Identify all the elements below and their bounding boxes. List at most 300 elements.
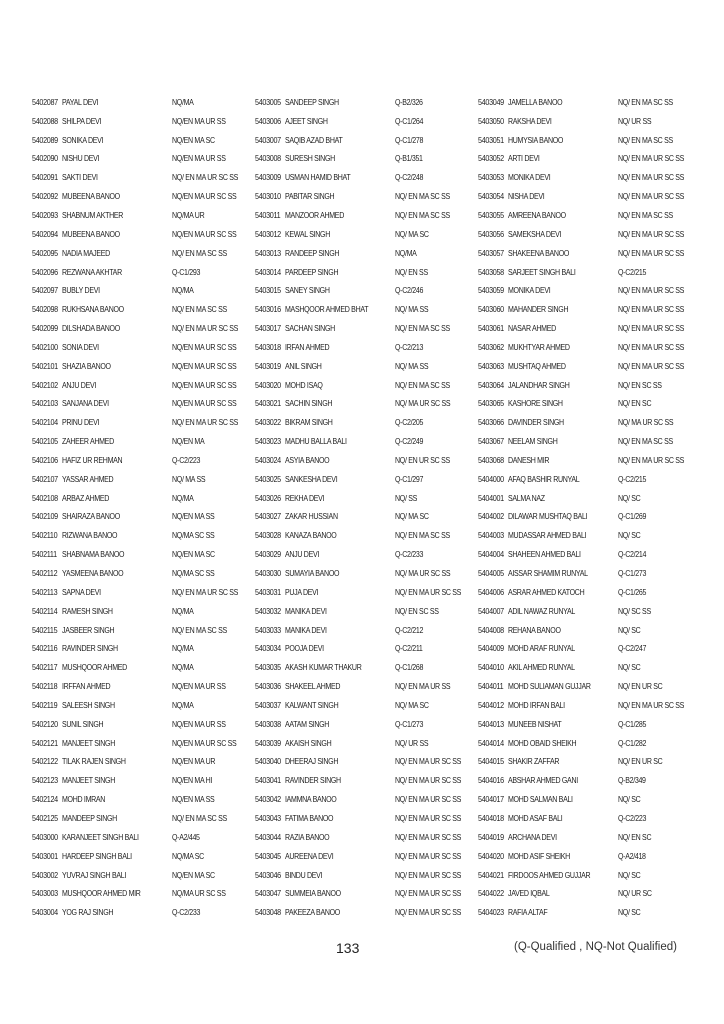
candidate-name: MOHD SALMAN BALI [508, 795, 573, 805]
roll-number: 5403041 [255, 776, 281, 786]
result-row [32, 281, 247, 300]
result-status: NQ/ MA UR SC SS [395, 399, 451, 409]
roll-number: 5403059 [478, 286, 504, 296]
candidate-name: NADIA MAJEED [62, 248, 110, 258]
roll-number: 5403030 [255, 569, 281, 579]
result-status: NQ/ MA SS [395, 305, 429, 315]
roll-number: 5403063 [478, 361, 504, 371]
candidate-name: SHILPA DEVI [62, 116, 102, 126]
result-row [255, 206, 470, 225]
result-row [255, 696, 470, 715]
candidate-name: PABITAR SINGH [285, 192, 335, 202]
result-row [255, 658, 470, 677]
result-status: NQ/ EN SC SS [395, 606, 439, 616]
roll-number: 5404017 [478, 795, 504, 805]
result-row [32, 847, 247, 866]
result-row [255, 357, 470, 376]
result-status: NQ/ EN MA UR SC SS [618, 305, 685, 315]
result-row [255, 828, 470, 847]
result-row [478, 319, 693, 338]
candidate-name: JAVED IQBAL [508, 889, 550, 899]
candidate-name: ASYIA BANOO [285, 455, 330, 465]
result-status: NQ/ MA SC [395, 700, 429, 710]
result-status: Q-C2/233 [172, 908, 201, 918]
candidate-name: MOHD ISAQ [285, 380, 323, 390]
result-status: NQ/ EN UR SC [618, 757, 663, 767]
candidate-name: MADHU BALLA BALI [285, 437, 347, 447]
roll-number: 5404013 [478, 719, 504, 729]
result-status: NQ/ EN MA UR SC SS [618, 248, 685, 258]
result-status: NQ/EN MA SS [172, 795, 215, 805]
candidate-name: SUNIL SINGH [62, 719, 104, 729]
candidate-name: YOG RAJ SINGH [62, 908, 114, 918]
roll-number: 5404009 [478, 644, 504, 654]
candidate-name: MUSHTAQ AHMED [508, 361, 566, 371]
result-row [32, 187, 247, 206]
roll-number: 5404010 [478, 663, 504, 673]
candidate-name: BINDU DEVI [285, 870, 323, 880]
result-row [32, 866, 247, 885]
roll-number: 5403013 [255, 248, 281, 258]
result-row [32, 225, 247, 244]
roll-number: 5404007 [478, 606, 504, 616]
result-status: Q-C1/269 [618, 512, 647, 522]
result-row [478, 168, 693, 187]
candidate-name: MASHQOOR AHMED BHAT [285, 305, 369, 315]
result-status: NQ/ EN MA SC SS [172, 305, 227, 315]
result-row [255, 168, 470, 187]
result-row [32, 508, 247, 527]
result-row [32, 771, 247, 790]
candidate-name: DILSHADA BANOO [62, 324, 120, 334]
candidate-name: ARBAZ AHMED [62, 493, 110, 503]
result-status: NQ/ EN UR SC SS [395, 455, 450, 465]
result-status: NQ/ EN SC [618, 399, 652, 409]
result-status: NQ/MA [172, 493, 194, 503]
candidate-name: MOHD IMRAN [62, 795, 106, 805]
roll-number: 5403010 [255, 192, 281, 202]
result-row [32, 357, 247, 376]
roll-number: 5402090 [32, 154, 58, 164]
candidate-name: JALANDHAR SINGH [508, 380, 570, 390]
result-row [478, 470, 693, 489]
candidate-name: AKASH KUMAR THAKUR [285, 663, 362, 673]
result-row [255, 187, 470, 206]
roll-number: 5402103 [32, 399, 58, 409]
result-status: NQ/ EN MA UR SC SS [618, 192, 685, 202]
candidate-name: ANJU DEVI [62, 380, 97, 390]
result-status: NQ/EN MA UR SC SS [172, 192, 237, 202]
roll-number: 5403011 [255, 210, 281, 220]
roll-number: 5403048 [255, 908, 281, 918]
roll-number: 5403029 [255, 550, 281, 560]
result-status: NQ/ EN MA SC SS [172, 813, 227, 823]
result-status: NQ/EN MA UR [172, 757, 216, 767]
candidate-name: MOHD ASAF BALI [508, 813, 563, 823]
candidate-name: ANIL SINGH [285, 361, 322, 371]
candidate-name: ARTI DEVI [508, 154, 540, 164]
candidate-name: PAYAL DEVI [62, 97, 99, 107]
candidate-name: USMAN HAMID BHAT [285, 173, 351, 183]
result-row [255, 526, 470, 545]
result-status: NQ/EN MA UR SC SS [172, 229, 237, 239]
result-status: NQ/ EN MA SC SS [618, 135, 673, 145]
result-status: NQ/ EN MA UR SC SS [395, 889, 462, 899]
result-row [478, 753, 693, 772]
roll-number: 5404016 [478, 776, 504, 786]
result-status: NQ/ UR SC [618, 889, 652, 899]
result-row [478, 583, 693, 602]
candidate-name: SANEY SINGH [285, 286, 330, 296]
result-status: NQ/ MA UR SC SS [618, 418, 674, 428]
candidate-name: REZWANA AKHTAR [62, 267, 122, 277]
roll-number: 5403043 [255, 813, 281, 823]
result-row [478, 734, 693, 753]
result-status: NQ/ EN MA SC SS [618, 97, 673, 107]
roll-number: 5403050 [478, 116, 504, 126]
roll-number: 5402110 [32, 531, 58, 541]
result-status: NQ/ EN MA UR SC SS [395, 587, 462, 597]
result-status: NQ/ EN MA UR SC SS [618, 361, 685, 371]
roll-number: 5403021 [255, 399, 281, 409]
candidate-name: MANJEET SINGH [62, 738, 115, 748]
candidate-name: KEWAL SINGH [285, 229, 330, 239]
candidate-name: MOHD ASIF SHEIKH [508, 851, 570, 861]
candidate-name: PAKEEZA BANOO [285, 908, 340, 918]
page-footer [0, 940, 724, 960]
candidate-name: YASSAR AHMED [62, 474, 114, 484]
candidate-name: SALMA NAZ [508, 493, 545, 503]
result-row [478, 300, 693, 319]
roll-number: 5403003 [32, 889, 58, 899]
roll-number: 5404004 [478, 550, 504, 560]
result-status: NQ/ EN MA UR SC SS [395, 832, 462, 842]
result-row [255, 583, 470, 602]
candidate-name: SAPNA DEVI [62, 587, 101, 597]
candidate-name: ZAHEER AHMED [62, 437, 114, 447]
result-status: NQ/MA UR [172, 210, 205, 220]
result-status: NQ/ SC [618, 795, 641, 805]
roll-number: 5402101 [32, 361, 58, 371]
result-row [255, 847, 470, 866]
result-row [255, 602, 470, 621]
result-status: NQ/EN MA SC [172, 135, 215, 145]
candidate-name: AKAISH SINGH [285, 738, 332, 748]
roll-number: 5403042 [255, 795, 281, 805]
roll-number: 5404001 [478, 493, 504, 503]
candidate-name: AKIL AHMED RUNYAL [508, 663, 575, 673]
result-status: NQ/EN MA SC [172, 870, 215, 880]
result-row [478, 225, 693, 244]
candidate-name: MUBEENA BANOO [62, 192, 120, 202]
result-status: NQ/ EN MA SC SS [395, 210, 450, 220]
result-row [255, 300, 470, 319]
candidate-name: HARDEEP SINGH BALI [62, 851, 132, 861]
result-status: Q-C1/282 [618, 738, 647, 748]
roll-number: 5403054 [478, 192, 504, 202]
candidate-name: SACHAN SINGH [285, 324, 335, 334]
roll-number: 5404002 [478, 512, 504, 522]
candidate-name: MUKHTYAR AHMED [508, 342, 570, 352]
result-status: NQ/ SC [618, 870, 641, 880]
roll-number: 5403023 [255, 437, 281, 447]
candidate-name: TILAK RAJEN SINGH [62, 757, 126, 767]
result-row [255, 263, 470, 282]
roll-number: 5403066 [478, 418, 504, 428]
candidate-name: KANAZA BANOO [285, 531, 337, 541]
result-status: NQ/MA [172, 606, 194, 616]
roll-number: 5403068 [478, 455, 504, 465]
candidate-name: MUBEENA BANOO [62, 229, 120, 239]
result-row [32, 489, 247, 508]
result-status: Q-C1/265 [618, 587, 647, 597]
result-row [255, 715, 470, 734]
result-status: Q-C1/297 [395, 474, 424, 484]
result-status: NQ/MA [172, 286, 194, 296]
candidate-name: RAMESH SINGH [62, 606, 113, 616]
roll-number: 5403009 [255, 173, 281, 183]
result-row [478, 545, 693, 564]
candidate-name: PRINU DEVI [62, 418, 100, 428]
result-row [255, 281, 470, 300]
result-row [478, 564, 693, 583]
result-row [478, 395, 693, 414]
result-row [255, 395, 470, 414]
roll-number: 5403026 [255, 493, 281, 503]
result-row [32, 376, 247, 395]
result-status: NQ/ EN MA UR SC SS [395, 795, 462, 805]
roll-number: 5404022 [478, 889, 504, 899]
result-row [255, 244, 470, 263]
roll-number: 5403024 [255, 455, 281, 465]
roll-number: 5403014 [255, 267, 281, 277]
candidate-name: SARJEET SINGH BALI [508, 267, 576, 277]
result-status: NQ/ UR SS [395, 738, 429, 748]
candidate-name: DILAWAR MUSHTAQ BALI [508, 512, 588, 522]
result-row [478, 771, 693, 790]
roll-number: 5402091 [32, 173, 58, 183]
result-status: Q-C2/212 [395, 625, 424, 635]
candidate-name: RANDEEP SINGH [285, 248, 340, 258]
result-status: NQ/EN MA SC [172, 550, 215, 560]
roll-number: 5403037 [255, 700, 281, 710]
candidate-name: SHAKIR ZAFFAR [508, 757, 560, 767]
result-row [32, 828, 247, 847]
roll-number: 5403055 [478, 210, 504, 220]
roll-number: 5403018 [255, 342, 281, 352]
result-row [478, 489, 693, 508]
result-row [255, 131, 470, 150]
result-status: Q-B2/326 [395, 97, 423, 107]
candidate-name: IAMMNA BANOO [285, 795, 337, 805]
candidate-name: SHAKEENA BANOO [508, 248, 570, 258]
result-row [255, 734, 470, 753]
result-row [478, 866, 693, 885]
result-status: NQ/MA [395, 248, 417, 258]
roll-number: 5404023 [478, 908, 504, 918]
roll-number: 5402124 [32, 795, 58, 805]
result-status: Q-A2/418 [618, 851, 646, 861]
result-status: Q-C2/214 [618, 550, 647, 560]
roll-number: 5403028 [255, 531, 281, 541]
result-row [478, 847, 693, 866]
result-status: Q-C1/278 [395, 135, 424, 145]
roll-number: 5402104 [32, 418, 58, 428]
result-status: NQ/ EN MA UR SC SS [618, 455, 685, 465]
result-row [32, 93, 247, 112]
roll-number: 5404011 [478, 682, 504, 692]
result-status: Q-B2/349 [618, 776, 646, 786]
roll-number: 5403064 [478, 380, 504, 390]
results-column-1 [32, 93, 247, 922]
candidate-name: MUDASSAR AHMED BALI [508, 531, 587, 541]
candidate-name: POOJA DEVI [285, 644, 324, 654]
roll-number: 5402105 [32, 437, 58, 447]
candidate-name: DANESH MIR [508, 455, 550, 465]
candidate-name: MOHD ARAF RUNYAL [508, 644, 575, 654]
candidate-name: SUMMEIA BANOO [285, 889, 341, 899]
result-row [255, 639, 470, 658]
roll-number: 5402097 [32, 286, 58, 296]
result-row [32, 639, 247, 658]
result-status: Q-C2/247 [618, 644, 647, 654]
result-row [32, 734, 247, 753]
result-row [255, 338, 470, 357]
roll-number: 5403032 [255, 606, 281, 616]
candidate-name: SHAIRAZA BANOO [62, 512, 120, 522]
result-status: Q-C2/205 [395, 418, 424, 428]
candidate-name: RAKSHA DEVI [508, 116, 552, 126]
result-row [32, 809, 247, 828]
roll-number: 5402099 [32, 324, 58, 334]
roll-number: 5402087 [32, 97, 58, 107]
candidate-name: PARDEEP SINGH [285, 267, 339, 277]
result-status: Q-C2/223 [618, 813, 647, 823]
result-status: NQ/MA SC [172, 851, 204, 861]
roll-number: 5404018 [478, 813, 504, 823]
result-row [478, 93, 693, 112]
result-status: Q-C2/233 [395, 550, 424, 560]
result-status: Q-C2/215 [618, 474, 647, 484]
candidate-name: SANDEEP SINGH [285, 97, 339, 107]
candidate-name: AISSAR SHAMIM RUNYAL [508, 569, 588, 579]
roll-number: 5402116 [32, 644, 58, 654]
result-row [478, 432, 693, 451]
candidate-name: YUVRAJ SINGH BALI [62, 870, 127, 880]
candidate-name: SACHIN SINGH [285, 399, 333, 409]
roll-number: 5403033 [255, 625, 281, 635]
candidate-name: JAMELLA BANOO [508, 97, 563, 107]
result-row [478, 677, 693, 696]
candidate-name: SAKTI DEVI [62, 173, 98, 183]
result-row [255, 753, 470, 772]
candidate-name: RAVINDER SINGH [62, 644, 118, 654]
result-status: NQ/ EN MA UR SC SS [395, 870, 462, 880]
result-row [478, 206, 693, 225]
candidate-name: SURESH SINGH [285, 154, 335, 164]
candidate-name: NISHU DEVI [62, 154, 100, 164]
result-row [32, 263, 247, 282]
candidate-name: SANJANA DEVI [62, 399, 109, 409]
result-row [255, 621, 470, 640]
result-status: NQ/EN MA UR SS [172, 154, 226, 164]
result-status: Q-C2/246 [395, 286, 424, 296]
result-status: NQ/ EN MA UR SC SS [618, 154, 685, 164]
roll-number: 5402109 [32, 512, 58, 522]
result-status: NQ/MA UR SC SS [172, 889, 226, 899]
result-row [255, 93, 470, 112]
roll-number: 5403062 [478, 342, 504, 352]
result-row [32, 903, 247, 922]
roll-number: 5403004 [32, 908, 58, 918]
result-status: NQ/MA SC SS [172, 569, 215, 579]
result-status: NQ/ EN MA UR SC SS [618, 229, 685, 239]
roll-number: 5402100 [32, 342, 58, 352]
candidate-name: YASMEENA BANOO [62, 569, 124, 579]
roll-number: 5402108 [32, 493, 58, 503]
roll-number: 5402120 [32, 719, 58, 729]
result-status: NQ/ SC [618, 493, 641, 503]
result-row [255, 225, 470, 244]
candidate-name: REHANA BANOO [508, 625, 561, 635]
roll-number: 5402125 [32, 813, 58, 823]
result-row [32, 451, 247, 470]
result-status: NQ/ EN MA SC SS [618, 210, 673, 220]
result-row [32, 395, 247, 414]
candidate-name: SUMAYIA BANOO [285, 569, 340, 579]
result-status: NQ/ UR SS [618, 116, 652, 126]
result-status: NQ/EN MA UR SS [172, 719, 226, 729]
results-column-3 [478, 93, 693, 922]
candidate-name: HUMYSIA BANOO [508, 135, 564, 145]
result-row [478, 790, 693, 809]
result-status: NQ/EN MA UR SC SS [172, 399, 237, 409]
result-row [32, 338, 247, 357]
candidate-name: MUSHQOOR AHMED MIR [62, 889, 141, 899]
result-status: NQ/EN MA HI [172, 776, 213, 786]
result-status: NQ/ EN MA UR SC SS [618, 342, 685, 352]
roll-number: 5403049 [478, 97, 504, 107]
result-row [32, 753, 247, 772]
result-status: NQ/ EN MA UR SC SS [172, 173, 239, 183]
roll-number: 5402117 [32, 663, 58, 673]
roll-number: 5403046 [255, 870, 281, 880]
result-status: Q-C1/264 [395, 116, 424, 126]
roll-number: 5403035 [255, 663, 281, 673]
result-status: NQ/ EN MA UR SC SS [172, 587, 239, 597]
result-row [255, 903, 470, 922]
result-status: NQ/EN MA SS [172, 512, 215, 522]
roll-number: 5403000 [32, 832, 58, 842]
candidate-name: DHEERAJ SINGH [285, 757, 339, 767]
result-row [32, 677, 247, 696]
candidate-name: MOHD SULIAMAN GUJJAR [508, 682, 591, 692]
result-row [32, 413, 247, 432]
result-status: NQ/ EN MA UR SC SS [172, 324, 239, 334]
result-row [32, 319, 247, 338]
candidate-name: RUKHSANA BANOO [62, 305, 124, 315]
result-row [478, 376, 693, 395]
result-row [478, 884, 693, 903]
result-row [478, 621, 693, 640]
roll-number: 5402115 [32, 625, 58, 635]
result-row [478, 809, 693, 828]
result-row [478, 602, 693, 621]
result-status: NQ/ EN MA UR SC SS [618, 286, 685, 296]
roll-number: 5404020 [478, 851, 504, 861]
roll-number: 5403036 [255, 682, 281, 692]
result-status: NQ/ EN MA UR SC SS [395, 757, 462, 767]
